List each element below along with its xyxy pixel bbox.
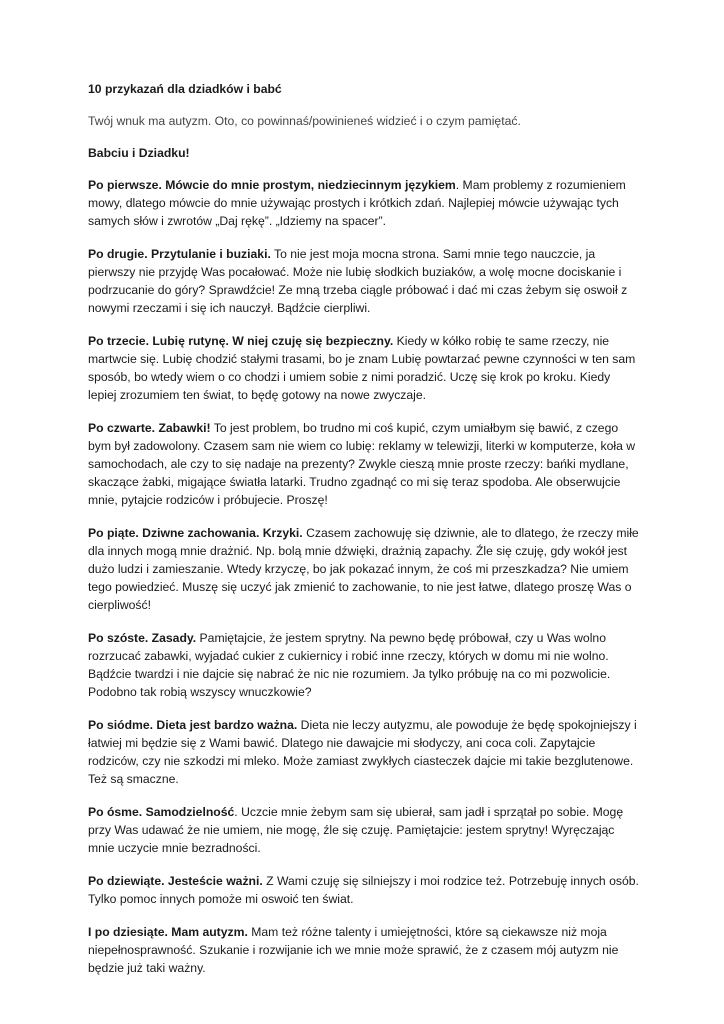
commandment-body: Kiedy w kółko robię te same rzeczy, nie martwcie się. Lubię chodzić stałymi trasami, bo je znam Lubię powtarzać pewne czynności w ten sam sposób, bo wtedy wiem o co chodzi i umiem sobie z nimi poradzić. Uczę się krok po kroku. Kiedy lepiej zrozumiem ten świat, to będę gotowy na nowe zwyczaje.: [88, 334, 636, 402]
commandment-10: [88, 923, 640, 977]
commandment-lead: Po ósme. Samodzielność: [88, 805, 235, 819]
commandment-7: [88, 716, 640, 788]
commandment-body: . Mam problemy z rozumieniem mowy, dlatego mówcie do mnie używając prostych i krótkich zdań. Najlepiej mówcie używając tych samych słów i zwrotów „Daj rękę”. „Idziemy na spacer”.: [88, 178, 626, 228]
greeting: Babciu i Dziadku!: [88, 146, 190, 160]
commandment-lead: Po dziewiąte. Jesteście ważni.: [88, 874, 263, 888]
commandment-body: Dieta nie leczy autyzmu, ale powoduje że będę spokojniejszy i łatwiej mi będzie się z Wami bawić. Dlatego nie dawajcie mi słodyczy, ani coca coli. Zapytajcie rodziców, czy nie szkodzi mi mleko. Może zamiast zwykłych ciasteczek dajcie mi takie bezglutenowe. Też są smaczne.: [88, 718, 637, 786]
commandment-body: To nie jest moja mocna strona. Sami mnie tego nauczcie, ja pierwszy nie przyjdę Was pocałować. Może nie lubię słodkich buziaków, a wolę mocne dociskanie i podrzucanie do góry? Sprawdźcie! Ze mną trzeba ciągle próbować i dać mi czas żebym się oswoił z nowymi rzeczami i się ich nauczył. Bądźcie cierpliwi.: [88, 247, 628, 315]
commandment-lead: Po trzecie. Lubię rutynę. W niej czuję się bezpieczny.: [88, 334, 394, 348]
commandment-5: [88, 524, 640, 614]
commandment-1: [88, 176, 640, 230]
commandment-6: [88, 629, 640, 701]
document-subtitle: Twój wnuk ma autyzm. Oto, co powinnaś/powinieneś widzieć i o czym pamiętać.: [88, 114, 521, 128]
document-title: 10 przykazań dla dziadków i babć: [88, 82, 282, 96]
commandment-body: Pamiętajcie, że jestem sprytny. Na pewno będę próbował, czy u Was wolno rozrzucać zabawki, wyjadać cukier z cukiernicy i robić inne rzeczy, których w domu mi nie wolno. Bądźcie twardzi i nie dajcie się nabrać że nic nie rozumiem. Ja tylko próbuję na co mi pozwolicie. Podobno tak robią wszyscy wnuczkowie?: [88, 631, 611, 699]
commandment-lead: Po pierwsze. Mówcie do mnie prostym, niedziecinnym językiem: [88, 178, 456, 192]
commandment-body: To jest problem, bo trudno mi coś kupić, czym umiałbym się bawić, z czego bym był zadowolony. Czasem sam nie wiem co lubię: reklamy w telewizji, literki w komputerze, koła w samochodach, ale czy to się nadaje na prezenty? Zwykle cieszą mnie proste rzeczy: bańki mydlane, skaczące żabki, migające światła latarki. Trudno zgadnąć co mi się teraz spodoba. Ale obserwujcie mnie, pytajcie rodziców i próbujecie. Proszę!: [88, 421, 636, 507]
commandment-body: Z Wami czuję się silniejszy i moi rodzice też. Potrzebuję innych osób. Tylko pomoc innych pomoże mi oswoić ten świat.: [88, 874, 639, 906]
commandment-4: [88, 419, 640, 509]
commandment-3: [88, 332, 640, 404]
commandment-lead: I po dziesiąte. Mam autyzm.: [88, 925, 248, 939]
commandment-lead: Po czwarte. Zabawki!: [88, 421, 211, 435]
commandment-body: . Uczcie mnie żebym sam się ubierał, sam jadł i sprzątał po sobie. Mogę przy Was udawać że nie umiem, nie mogę, źle się czuję. Pamiętajcie: jestem sprytny! Wyręczając mnie uczycie mnie bezradności.: [88, 805, 624, 855]
commandment-lead: Po szóste. Zasady.: [88, 631, 197, 645]
document-page: [88, 80, 640, 992]
commandment-8: [88, 803, 640, 857]
commandment-body: Czasem zachowuję się dziwnie, ale to dlatego, że rzeczy miłe dla innych mogą mnie drażnić. Np. bolą mnie dźwięki, drażnią zapachy. Źle się czuję, gdy wokół jest dużo ludzi i zamieszanie. Wtedy krzyczę, bo jak pokazać innym, że coś mi przeszkadza? Nie umiem tego powiedzieć. Muszę się uczyć jak zmienić to zachowanie, to nie jest łatwe, dlatego proszę Was o cierpliwość!: [88, 526, 639, 612]
commandment-2: [88, 245, 640, 317]
commandment-lead: Po drugie. Przytulanie i buziaki.: [88, 247, 271, 261]
commandment-lead: Po siódme. Dieta jest bardzo ważna.: [88, 718, 298, 732]
commandment-9: [88, 872, 640, 908]
commandment-body: Mam też różne talenty i umiejętności, które są ciekawsze niż moja niepełnosprawność. Szukanie i rozwijanie ich we mnie może sprawić, że z czasem mój autyzm nie będzie już taki ważny.: [88, 925, 619, 975]
commandment-lead: Po piąte. Dziwne zachowania. Krzyki.: [88, 526, 303, 540]
